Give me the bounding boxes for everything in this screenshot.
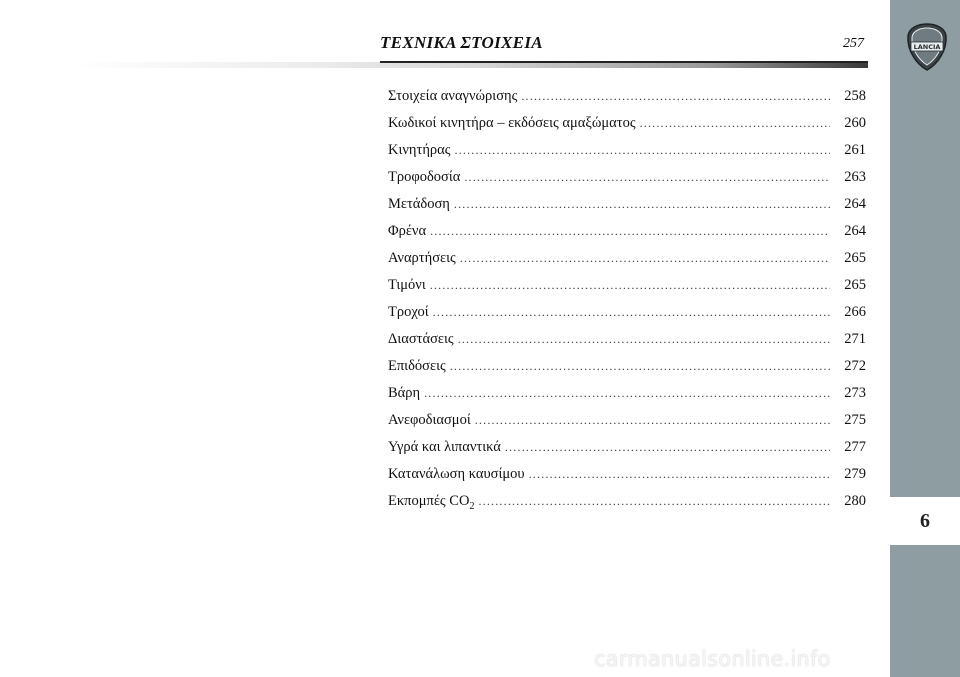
toc-entry-label	[388, 142, 455, 159]
toc-entry-label-text: Κινητήρας	[388, 142, 451, 158]
logo-text: LANCIA	[913, 43, 941, 52]
toc-entry-label	[388, 277, 430, 294]
toc-entry-page: 280	[844, 493, 866, 509]
toc-entry[interactable]	[388, 277, 866, 304]
toc-entry-label	[388, 304, 433, 321]
toc-entry-label	[388, 466, 529, 483]
toc-entry-label-subscript: 2	[469, 500, 475, 512]
toc-entry[interactable]	[388, 88, 866, 115]
toc-entry-label	[388, 223, 430, 240]
toc-entry-label-text: Διαστάσεις	[388, 331, 454, 347]
toc-entry[interactable]	[388, 250, 866, 277]
toc-entry-page: 263	[844, 169, 866, 185]
page-title: ΤΕΧΝΙΚΑ ΣΤΟΙΧΕΙΑ	[380, 33, 543, 52]
toc-entry-page: 260	[844, 115, 866, 131]
watermark: carmanualsonline.info	[594, 647, 831, 671]
toc-dot-leader	[640, 116, 830, 131]
toc-entry-label	[388, 250, 460, 267]
toc-entry-label-text: Αναρτήσεις	[388, 250, 456, 266]
toc-entry[interactable]	[388, 196, 866, 223]
toc-entry-label-text: Στοιχεία αναγνώρισης	[388, 88, 518, 104]
table-of-contents	[388, 88, 866, 520]
toc-entry-page: 273	[844, 385, 866, 401]
toc-dot-leader	[454, 197, 830, 212]
toc-entry-label	[388, 493, 478, 512]
toc-entry-label	[388, 385, 424, 402]
toc-entry-label-text: Κατανάλωση καυσίμου	[388, 466, 525, 482]
toc-dot-leader	[424, 386, 830, 401]
toc-entry-page: 264	[844, 196, 866, 212]
toc-entry-label	[388, 331, 458, 348]
toc-dot-leader	[475, 413, 830, 428]
toc-dot-leader	[458, 332, 830, 347]
toc-dot-leader	[521, 89, 830, 104]
toc-entry-label-text: Βάρη	[388, 385, 421, 401]
toc-entry[interactable]	[388, 466, 866, 493]
toc-entry-label	[388, 196, 454, 213]
toc-entry-label	[388, 169, 464, 186]
toc-dot-leader	[460, 251, 830, 266]
toc-dot-leader	[529, 467, 830, 482]
toc-entry[interactable]	[388, 358, 866, 385]
toc-entry-label-text: Μετάδοση	[388, 196, 450, 212]
toc-entry-page: 265	[844, 250, 866, 266]
toc-entry-page: 264	[844, 223, 866, 239]
toc-entry-label-text: Επιδόσεις	[388, 358, 446, 374]
toc-dot-leader	[464, 170, 830, 185]
toc-entry[interactable]	[388, 493, 866, 520]
toc-entry-page: 258	[844, 88, 866, 104]
toc-entry-label-text: Ανεφοδιασμοί	[388, 412, 471, 428]
toc-entry-page: 265	[844, 277, 866, 293]
toc-entry[interactable]	[388, 331, 866, 358]
toc-entry-label-text: Κωδικοί κινητήρα – εκδόσεις αμαξώματος	[388, 115, 636, 131]
chapter-number: 6	[920, 509, 930, 532]
toc-entry-label-text: Τροφοδοσία	[388, 169, 461, 185]
toc-entry[interactable]	[388, 223, 866, 250]
toc-entry-label	[388, 88, 521, 105]
toc-entry-page: 272	[844, 358, 866, 374]
header-rule	[380, 61, 868, 63]
toc-entry-label-text: Τιμόνι	[388, 277, 426, 293]
chapter-sidebar-lower	[890, 545, 960, 677]
toc-entry[interactable]	[388, 439, 866, 466]
toc-entry-page: 261	[844, 142, 866, 158]
toc-entry-label	[388, 358, 450, 375]
toc-entry[interactable]	[388, 304, 866, 331]
toc-dot-leader	[450, 359, 830, 374]
toc-entry-page: 277	[844, 439, 866, 455]
lancia-logo-icon	[906, 22, 948, 72]
toc-entry-page: 271	[844, 331, 866, 347]
toc-entry-page: 275	[844, 412, 866, 428]
toc-entry[interactable]	[388, 142, 866, 169]
toc-dot-leader	[505, 440, 830, 455]
toc-entry-label	[388, 115, 640, 132]
toc-entry-label-text: Υγρά και λιπαντικά	[388, 439, 501, 455]
toc-dot-leader	[433, 305, 830, 320]
toc-entry-label-text: Τροχοί	[388, 304, 429, 320]
toc-entry-page: 266	[844, 304, 866, 320]
toc-entry[interactable]	[388, 169, 866, 196]
toc-entry-page: 279	[844, 466, 866, 482]
page-number: 257	[843, 36, 864, 51]
toc-entry[interactable]	[388, 115, 866, 142]
toc-dot-leader	[478, 494, 830, 509]
toc-entry-label	[388, 412, 475, 429]
toc-dot-leader	[455, 143, 831, 158]
toc-entry-label-text: Φρένα	[388, 223, 427, 239]
toc-entry-label	[388, 439, 505, 456]
toc-dot-leader	[430, 224, 830, 239]
toc-entry[interactable]	[388, 412, 866, 439]
toc-entry-label-text: Εκπομπές CO	[388, 493, 470, 509]
chapter-tab[interactable]	[890, 497, 960, 545]
toc-dot-leader	[430, 278, 830, 293]
toc-entry[interactable]	[388, 385, 866, 412]
